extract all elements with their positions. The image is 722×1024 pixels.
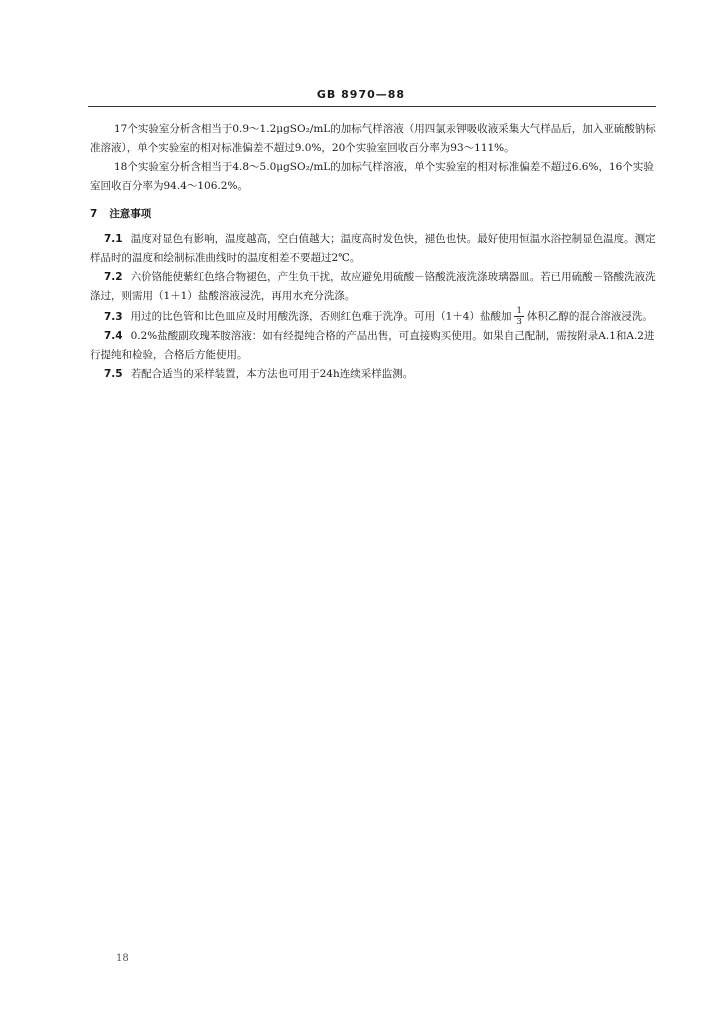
item-number: 7.1 bbox=[104, 233, 123, 245]
section-title: 注意事项 bbox=[109, 208, 152, 220]
item-7-1 bbox=[90, 230, 656, 268]
item-text: 六价铬能使紫红色络合物褪色，产生负干扰，故应避免用硫酸－铬酸洗液洗涤玻璃器皿。若已用硫酸－铬酸洗液洗涤过，则需用（1＋1）盐酸溶液浸洗，再用水充分洗涤。 bbox=[90, 271, 656, 302]
section-number: 7 bbox=[90, 208, 98, 220]
item-text: 温度对显色有影响，温度越高，空白值越大；温度高时发色快，褪色也快。最好使用恒温水浴控制显色温度。测定样品时的温度和绘制标准曲线时的温度相差不要超过2℃。 bbox=[90, 233, 656, 264]
item-7-4 bbox=[90, 327, 656, 365]
item-7-5 bbox=[90, 365, 656, 384]
fraction-denominator: 3 bbox=[516, 317, 522, 327]
item-text-after: 体积乙醇的混合溶液浸洗。 bbox=[526, 310, 653, 323]
paragraph-1: 17个实验室分析含相当于0.9～1.2μgSO₂/mL的加标气样溶液（用四氯汞钾吸收液采集大气样品后，加入亚硫酸钠标准溶液），单个实验室的相对标准偏差不超过9.0%，20个实验室回收百分率为93～111%。 bbox=[90, 123, 656, 154]
item-text: 0.2%盐酸副玫瑰苯胺溶液：如有经提纯合格的产品出售，可直接购买使用。如果自己配制，需按附录A.1和A.2进行提纯和检验，合格后方能使用。 bbox=[90, 330, 655, 361]
paragraph-2: 18个实验室分析含相当于4.8～5.0μgSO₂/mL的加标气样溶液，单个实验室的相对标准偏差不超过6.6%，16个实验室回收百分率为94.4～106.2%。 bbox=[90, 161, 654, 192]
item-7-2 bbox=[90, 268, 656, 306]
item-text: 若配合适当的采样装置，本方法也可用于24h连续采样监测。 bbox=[130, 368, 414, 380]
item-number: 7.3 bbox=[104, 310, 123, 323]
fraction bbox=[514, 306, 523, 327]
item-number: 7.5 bbox=[104, 368, 123, 380]
item-number: 7.4 bbox=[104, 330, 123, 342]
item-number: 7.2 bbox=[104, 271, 123, 283]
item-7-3 bbox=[90, 306, 656, 327]
page-number: 18 bbox=[116, 953, 129, 964]
fraction-numerator: 1 bbox=[516, 306, 522, 316]
header-rule bbox=[88, 106, 656, 107]
standard-header: GB 8970—88 bbox=[316, 88, 406, 101]
document-body bbox=[90, 120, 656, 384]
item-text-before: 用过的比色管和比色皿应及时用酸洗涤，否则红色难于洗净。可用（1＋4）盐酸加 bbox=[130, 310, 512, 323]
section-heading bbox=[90, 205, 656, 224]
